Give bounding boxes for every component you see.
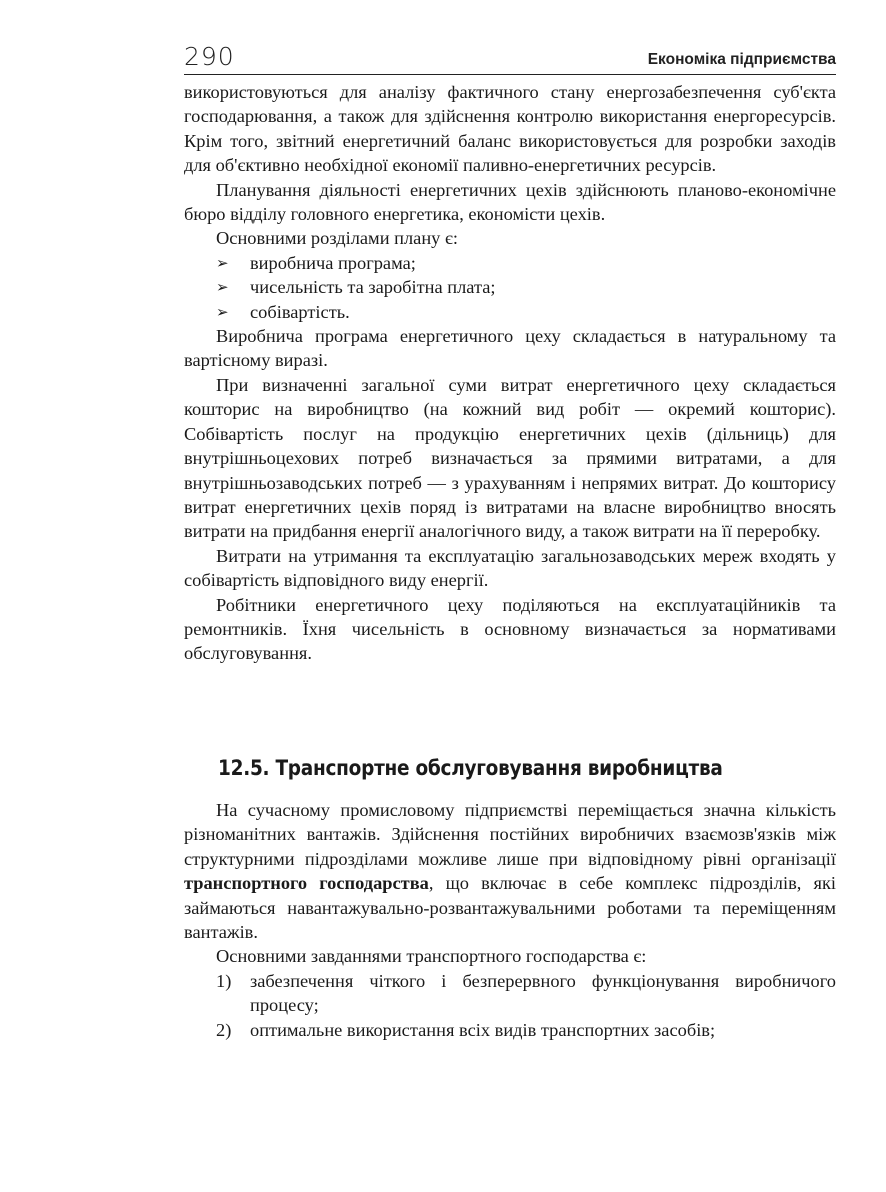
list-item-text: собівартість. [250, 301, 350, 322]
arrow-bullet-icon: ➢ [216, 302, 229, 321]
running-title: Економіка підприємства [647, 51, 836, 68]
bold-term: транспортного господарства [184, 873, 429, 894]
list-number: 1) [216, 970, 232, 991]
arrow-bullet-icon: ➢ [216, 253, 229, 272]
paragraph: використовуються для аналізу фактичного стану енергозабезпечення суб'єкта господарювання, а також для здійснення контролю використання енергоресурсів. Крім того, звітний енергетичний баланс використовується для розробки заходів для об'єктивно необхідної економії паливно-енергетичних ресурсів. [184, 82, 836, 176]
bullet-list [184, 251, 836, 324]
list-item [184, 251, 836, 275]
paragraph-text: , що включає в себе комплекс підрозділів, які займаються навантажувально-розвантажувальними роботами та переміщенням вантажів. [184, 873, 837, 943]
paragraph: Основними завданнями транспортного господарства є: [216, 946, 647, 967]
list-number: 2) [216, 1019, 232, 1040]
list-item [184, 969, 836, 1018]
paragraph: Витрати на утримання та експлуатацію загальнозаводських мереж входять у собівартість відповідного виду енергії. [184, 545, 836, 591]
list-item [184, 275, 836, 299]
paragraph [184, 798, 836, 944]
paragraph: При визначенні загальної суми витрат енергетичного цеху складається кошторис на виробництво (на кожний вид робіт — окремий кошторис). Собівартість послуг на продукцію енергетичних цехів (дільниць) для внутрішньоцехових потреб визначається за прямими витратами, а для внутрішньозаводських потреб — з урахуванням і непрямих витрат. До кошторису витрат енергетичних цехів поряд із витратами на власне виробництво вносять витрати на придбання енергії аналогічного виду, а також витрати на її переробку. [184, 374, 836, 542]
paragraph: Виробнича програма енергетичного цеху складається в натуральному та вартісному виразі. [184, 326, 836, 371]
section-heading: 12.5. Транспортне обслуговування виробництва [218, 756, 723, 780]
paragraph: Основними розділами плану є: [216, 228, 458, 249]
arrow-bullet-icon: ➢ [216, 278, 229, 297]
list-item-text: забезпечення чіткого і безперервного функціонування виробничого процесу; [250, 970, 836, 1016]
text-block-energy [184, 80, 836, 666]
text-block-transport [184, 798, 836, 1042]
paragraph: Робітники енергетичного цеху поділяються на експлуатаційників та ремонтників. Їхня чисельність в основному визначається за нормативами обслуговування. [184, 594, 836, 664]
list-item-text: виробнича програма; [250, 252, 416, 273]
paragraph: Планування діяльності енергетичних цехів здійснюють планово-економічне бюро відділу головного енергетика, економісти цехів. [184, 179, 836, 225]
list-item-text: оптимальне використання всіх видів транспортних засобів; [250, 1019, 716, 1040]
list-item [184, 300, 836, 324]
list-item-text: чисельність та заробітна плата; [250, 277, 496, 298]
numbered-list [184, 969, 836, 1042]
page-header [184, 40, 836, 75]
list-item [184, 1018, 836, 1042]
page-number: 290 [184, 42, 235, 71]
paragraph-text: На сучасному промисловому підприємстві переміщається значна кількість різноманітних вантажів. Здійснення постійних виробничих взаємозв'язків між структурними підрозділами можливе лише при відповідному рівні організації [184, 800, 836, 869]
